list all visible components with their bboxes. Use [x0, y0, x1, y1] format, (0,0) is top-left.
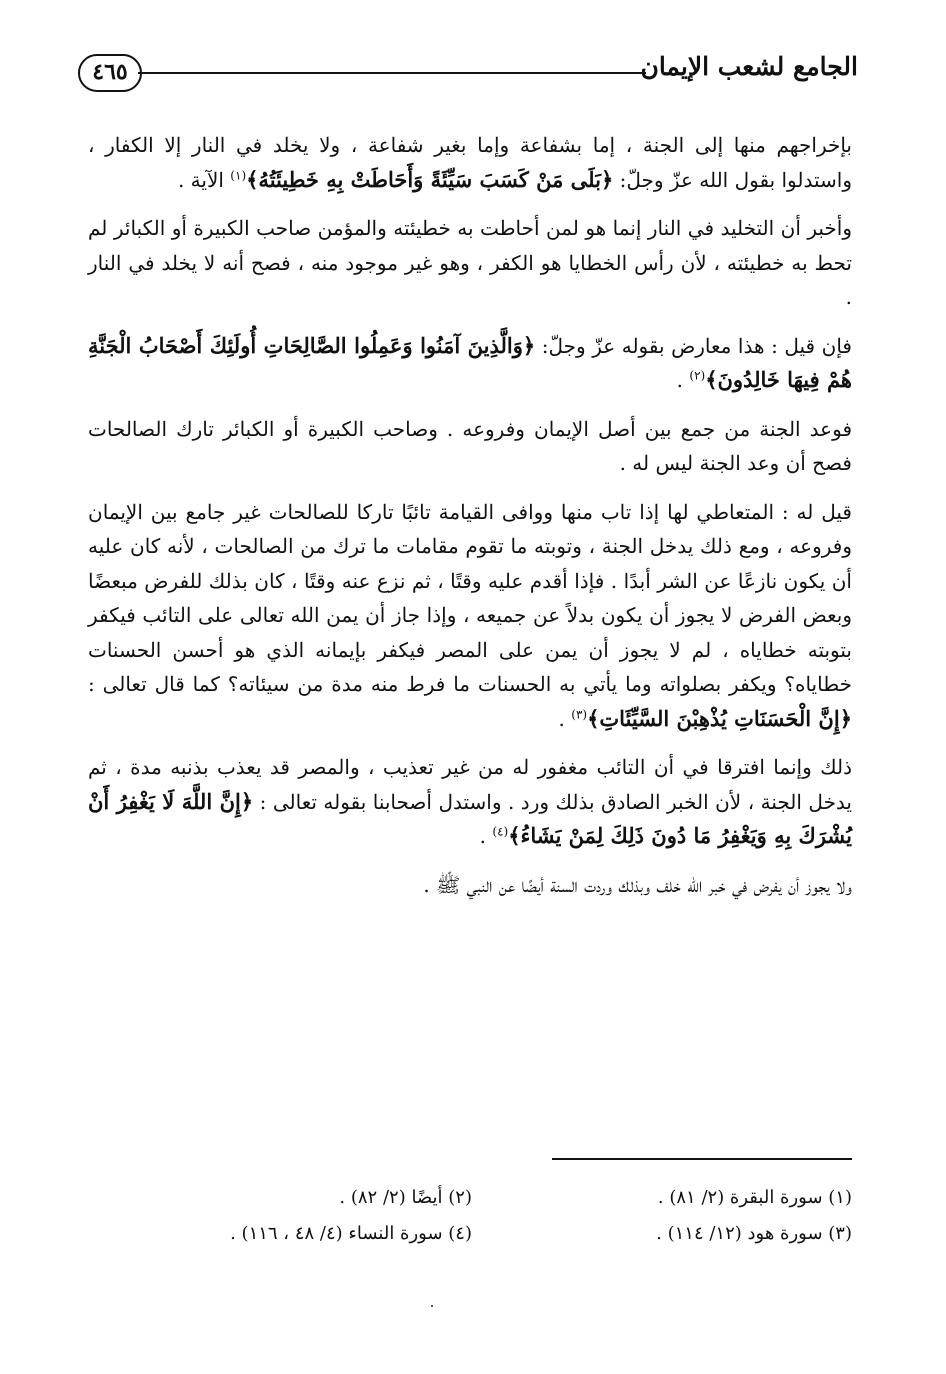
paragraph-text: .: [676, 368, 690, 392]
page-header: [78, 40, 858, 100]
footnote-2: (٢) أيضًا (٢/ ٨٢) .: [339, 1187, 472, 1208]
paragraph-text: قيل له : المتعاطي لها إذا تاب منها ووافى القيامة تائبًا تاركا للصالحات غير جامع بين الإيمان وفروعه ، ومع ذلك يدخل الجنة ، وتوبته ما تقوم مقامات ما ترك من الصالحات ، لأنه كان عليه أن يكون نازعًا عن الشر أبدًا . فإذا أقدم عليه وقتًا ، ثم نزع عنه وقتًا ، كان بذلك للفرض مبعضًا وبعض الفرض لا يجوز أن يكون بدلاً عن جميعه ، وإذا جاز أن يمن الله تعالى على التائب فيكفر بتوبته خطاياه ، لم لا يجوز أن يمن على المصر فيكفر بإيمانه الذي هو أحسن الحسنات خطاياه؟ ويكفر بصلواته وما يأتي به الحسنات ما فرط منه مدة من سيئاته؟ كما قال تعالى :: [88, 499, 852, 696]
paragraph-text: وأخبر أن التخليد في النار إنما هو لمن أحاطت به خطيئته والمؤمن صاحب الكبيرة أو الكبائر لم تحط به خطيئته ، لأن رأس الخطايا هو الكفر ، وهو غير موجود منه ، فصح أنه لا يخلد في النار .: [88, 216, 852, 309]
quran-verse: ﴿بَلَى مَنْ كَسَبَ سَيِّئَةً وَأَحَاطَتْ بِهِ خَطِيئَتُهُ﴾: [246, 166, 614, 192]
header-rule: [138, 72, 646, 74]
paragraph: [88, 868, 852, 903]
quran-verse: ﴿إِنَّ الْحَسَنَاتِ يُذْهِبْنَ السَّيِّئَاتِ﴾: [587, 705, 852, 731]
page-number: ٤٦٥: [78, 54, 142, 92]
paragraph-text: فوعد الجنة من جمع بين أصل الإيمان وفروعه . وصاحب الكبيرة أو الكبائر تارك الصالحات فصح أن وعد الجنة ليس له .: [88, 416, 852, 475]
footnote-3: (٣) سورة هود (١٢/ ١١٤) .: [656, 1223, 852, 1244]
paragraph: [88, 412, 852, 481]
paragraph: [88, 750, 852, 854]
scan-speck: [431, 1305, 433, 1307]
quran-verse: ﴿وَالَّذِينَ آمَنُوا وَعَمِلُوا الصَّالِحَاتِ أُولَئِكَ أَصْحَابُ الْجَنَّةِ هُمْ فِيهَا خَالِدُونَ﴾: [88, 332, 852, 392]
paragraph-text: .: [479, 824, 493, 848]
footnote-1: (١) سورة البقرة (٢/ ٨١) .: [657, 1187, 852, 1208]
footnote-reference: (١): [230, 167, 247, 182]
paragraph-text: ولا يجوز أن يفرض في خبر الله خلف وبذلك وردت السنة أيضًا عن النبي ﷺ .: [423, 872, 852, 897]
footnote-4: (٤) سورة النساء (٤/ ٤٨ ، ١١٦) .: [230, 1223, 472, 1244]
paragraph-text: الآية .: [177, 167, 231, 192]
paragraph: [88, 329, 852, 398]
paragraph-text: ذلك وإنما افترقا في أن التائب مغفور له من غير تعذيب ، والمصر قد يعذب بذنبه مدة ، ثم يدخل الجنة ، لأن الخبر الصادق بذلك ورد . واستدل أصحابنا بقوله تعالى :: [88, 755, 852, 814]
paragraph: [88, 211, 852, 315]
footnotes: [88, 1180, 852, 1252]
footnote-row: [88, 1216, 852, 1252]
main-text: [88, 128, 852, 916]
paragraph: [88, 128, 852, 197]
paragraph-text: بإخراجهم منها إلى الجنة ، إما بشفاعة وإما بغير شفاعة ، ولا يخلد في النار إلا الكفار ، واستدلوا بقول الله عزّ وجلّ:: [88, 133, 852, 192]
running-title: الجامع لشعب الإيمان: [640, 52, 858, 81]
footnote-separator: [552, 1158, 852, 1160]
paragraph: [88, 495, 852, 737]
paragraph-text: .: [558, 706, 572, 731]
footnote-row: [88, 1180, 852, 1216]
paragraph-text: فإن قيل : هذا معارض بقوله عزّ وجلّ:: [535, 333, 852, 358]
footnote-reference: (٤): [492, 824, 509, 839]
footnote-reference: (٣): [571, 706, 588, 721]
footnote-reference: (٢): [689, 368, 706, 383]
quran-verse: ﴿إِنَّ اللَّهَ لَا يَغْفِرُ أَنْ يُشْرَكَ بِهِ وَيَغْفِرُ مَا دُونَ ذَلِكَ لِمَنْ يَشَاءُ﴾: [88, 788, 852, 848]
